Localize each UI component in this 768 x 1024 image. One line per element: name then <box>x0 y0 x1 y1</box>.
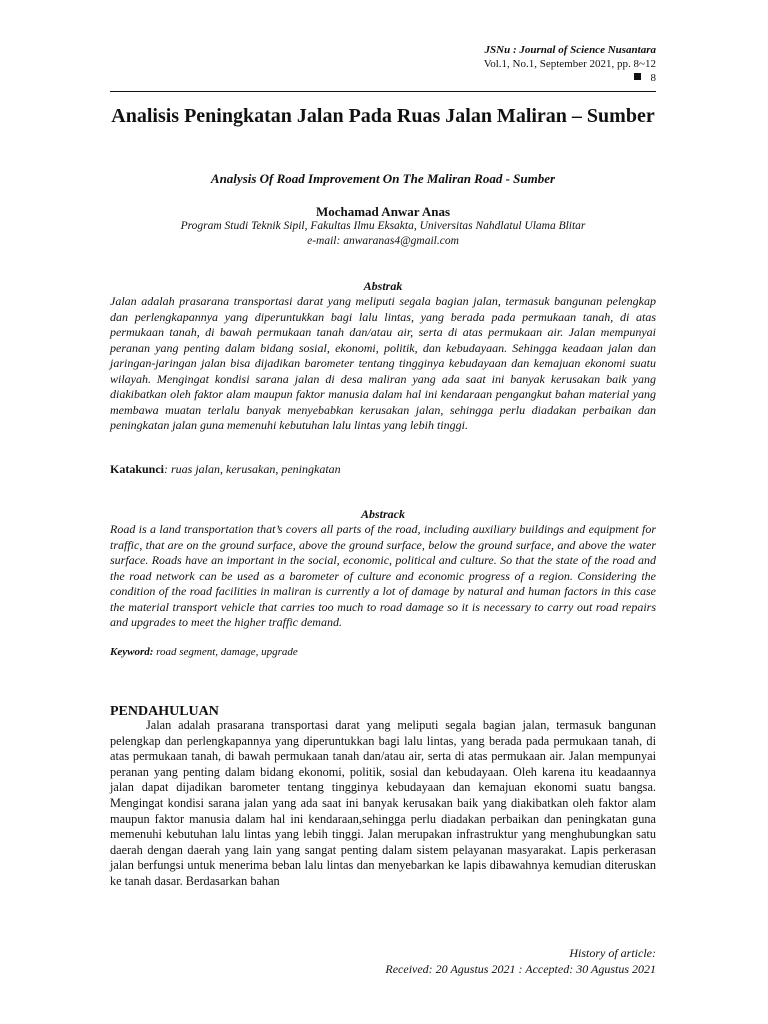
author-name: Mochamad Anwar Anas <box>315 204 451 219</box>
katakunci-values: : ruas jalan, kerusakan, peningkatan <box>164 462 341 476</box>
paper-title: Analisis Peningkatan Jalan Pada Ruas Jalan Maliran – Sumber <box>111 105 655 127</box>
author-block <box>110 219 656 249</box>
author-email: e-mail: anwaranas4@gmail.com <box>307 235 459 247</box>
author-affiliation: Program Studi Teknik Sipil, Fakultas Ilmu Eksakta, Universitas Nahdlatul Ulama Blitar <box>180 220 586 232</box>
header-rule <box>110 91 656 92</box>
abstrak-text: Jalan adalah prasarana transportasi darat yang meliputi segala bagian jalan, termasuk bangunan pelengkap dan perlengkapannya yang diperuntukkan bagi lalu lintas, yang berada pada permukaan tanah, di atas permukaan tanah, di bawah permukaan tanah dan/atau air, serta di atas permukaan air. Jalan mempunyai peranan yang penting dalam bidang sosial, ekonomi, politik, dan kebudayaan. Sehingga keadaan jalan dan jaringan-jaringan jalan bisa dijadikan barometer tentang tingginya kebudayaan dan kemajuan ekonomi suatu wilayah. Mengingat kondisi sarana jalan di desa maliran yang ada saat ini banyak kerusakan baik yang diakibatkan oleh faktor alam maupun faktor manusia dalam hal ini kendaraan pengangkut bahan material yang membawa muatan terlalu banyak menyebabkan kerusakan jalan, sehingga perlu diadakan perbaikan dan peningkatan jalan guna memenuhi kebutuhan lalu lintas yang lebih tinggi. <box>110 294 656 432</box>
abstrak-heading: Abstrak <box>363 279 403 293</box>
keyword-label: Keyword: <box>110 646 154 658</box>
page-number-line <box>634 72 657 84</box>
paper-subtitle: Analysis Of Road Improvement On The Maliran Road - Sumber <box>210 171 556 186</box>
page-number: 8 <box>650 72 656 84</box>
keyword-line <box>110 646 656 658</box>
journal-volume: Vol.1, No.1, September 2021, pp. 8~12 <box>483 58 656 70</box>
katakunci-line <box>110 462 656 477</box>
section-body-text: Jalan adalah prasarana transportasi darat yang meliputi segala bagian jalan, termasuk bangunan pelengkap dan perlengkapannya yang diperuntukkan bagi lalu lintas, yang berada pada permukaan tanah, di atas permukaan tanah, di bawah permukaan tanah dan/atau air, serta di atas permukaan air. Jalan mempunyai peranan yang penting dalam bidang ekonomi, politik, sosial dan kebudayaan. Oleh karena itu keadaannya jalan dapat dijadikan barometer tentang tingginya kebudayaan dan kemajuan ekonomi suatu bangsa. Mengingat kondisi sarana jalan yang ada saat ini banyak kerusakan baik yang diakibatkan oleh faktor alam maupun faktor manusia dalam hal ini kendaraan,sehingga perlu diadakan perbaikan dan peningkatan guna memenuhi kebutuhan lalu lintas yang lebih tinggi. Jalan merupakan infrastruktur yang menghubungkan satu daerah dengan daerah yang lain yang sangat penting dalam sistem pelayanan masyarakat. Lapis perkerasan jalan berfungsi untuk menerima beban lalu lintas dan menyebarkan ke lapis dibawahnya kemudian diteruskan ke tanah dasar. Berdasarkan bahan <box>110 718 656 888</box>
section-heading-pendahuluan: PENDAHULUAN <box>110 704 219 719</box>
keyword-values: road segment, damage, upgrade <box>153 646 298 658</box>
article-dates: Received: 20 Agustus 2021 : Accepted: 30 Agustus 2021 <box>385 962 656 976</box>
journal-name: JSNu : Journal of Science Nusantara <box>484 44 656 56</box>
history-label: History of article: <box>569 946 656 960</box>
abstrack-heading: Abstrack <box>360 507 405 521</box>
square-bullet-icon <box>634 73 641 80</box>
katakunci-label: Katakunci <box>110 462 165 476</box>
abstrack-text: Road is a land transportation that’s covers all parts of the road, including auxiliary buildings and equipment for traffic, that are on the ground surface, above the ground surface, below the ground surface, and above the water surface. Roads have an important in the social, economic, political and culture. So that the state of the road and the road network can be used as a barometer of culture and economic progress of a region. Considering the condition of the road facilities in maliran is currently a lot of damage by natural and human factors in this case the material transport vehicle that carries too much to road damage so it is necessary to carry out road repairs and upgrades to meet the higher traffic demand. <box>110 522 656 629</box>
